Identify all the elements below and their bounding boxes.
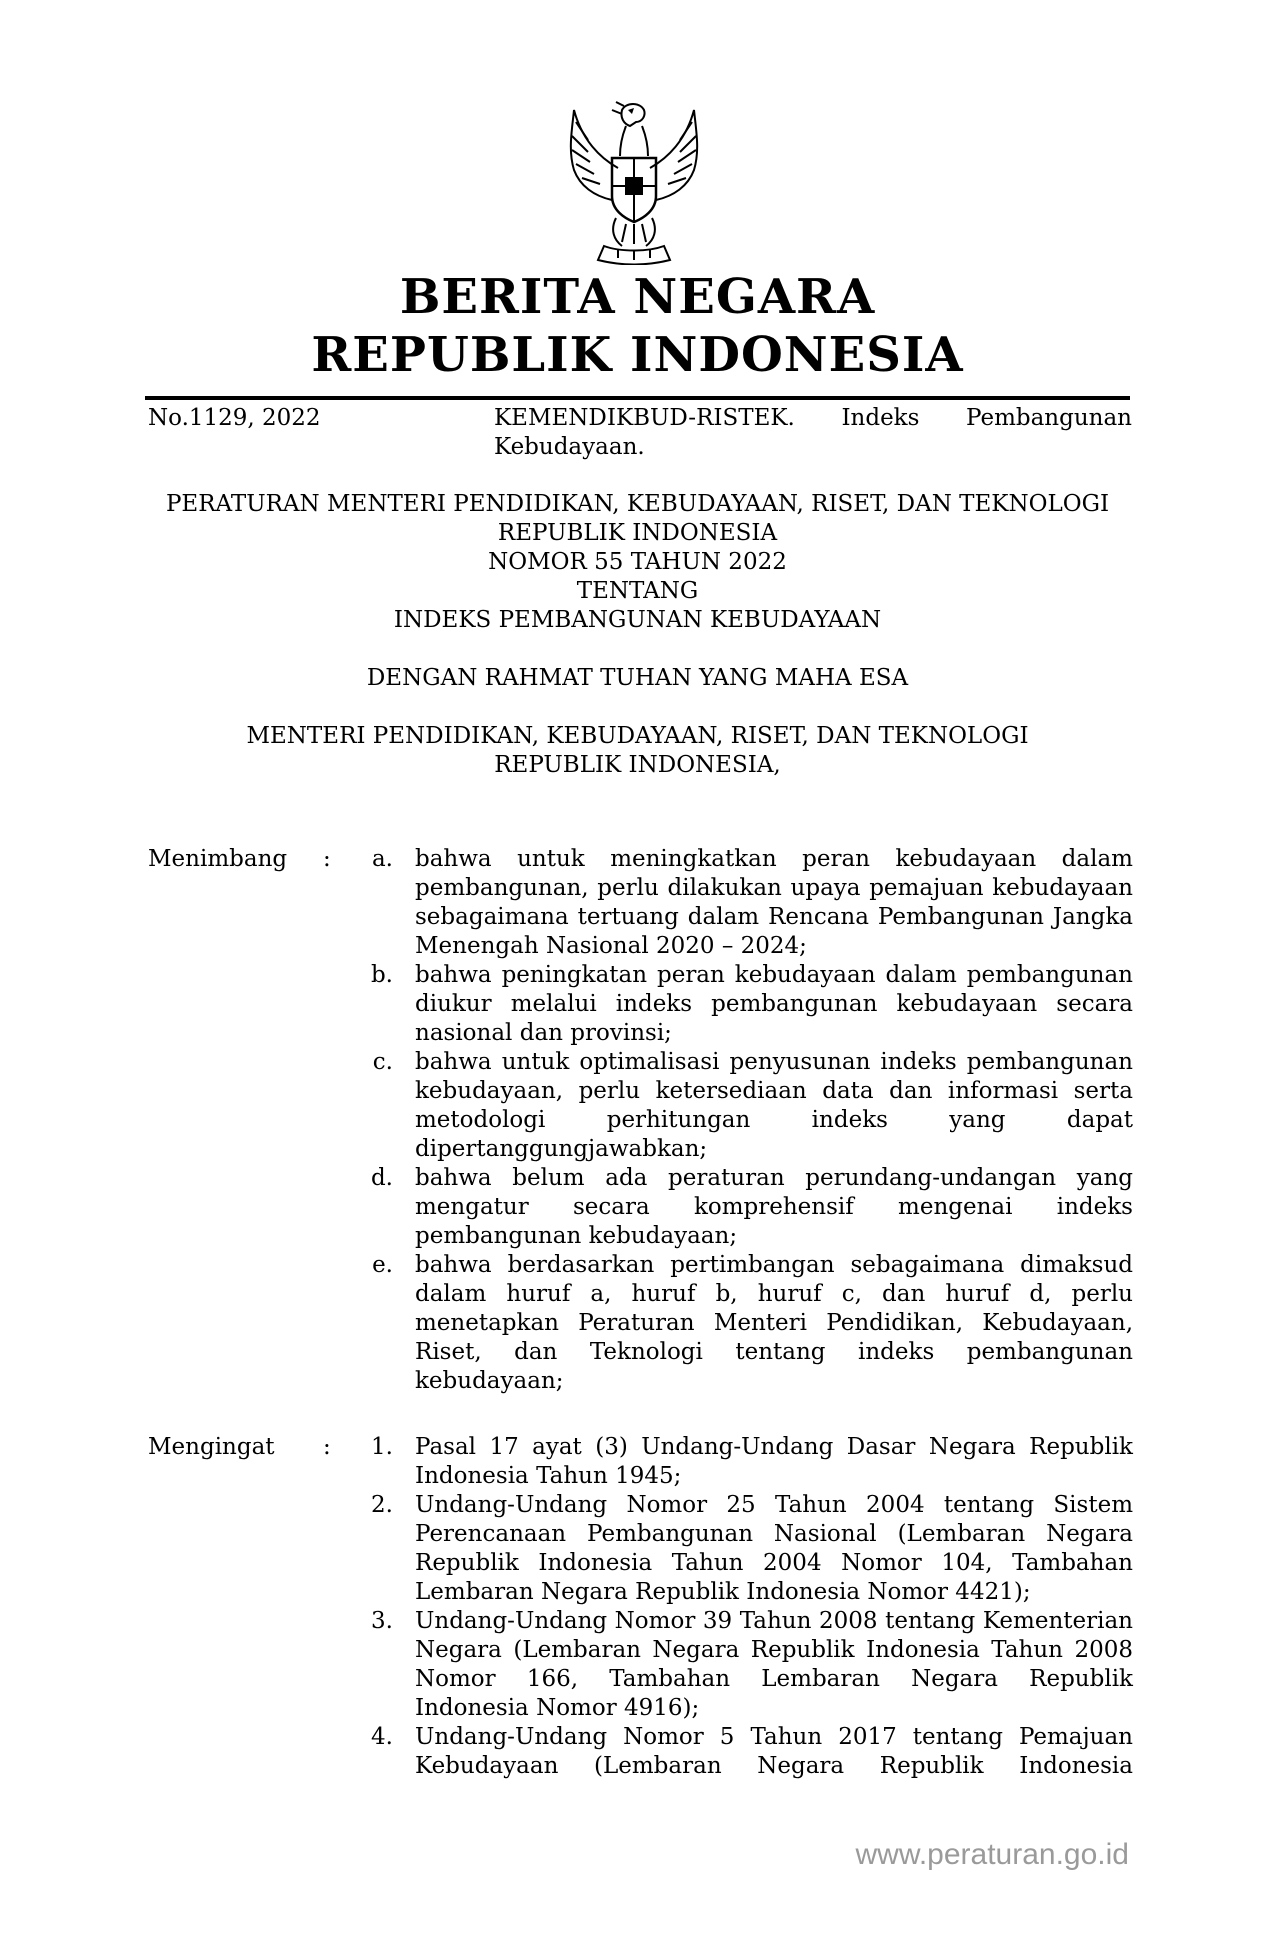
title-line: TENTANG (576, 578, 699, 604)
list-item-text: bahwa peningkatan peran kebudayaan dalam pembangunan diukur melalui indeks pembangunan kebudayaan secara nasional dan provinsi; (415, 962, 1133, 1046)
regulation-title (145, 490, 1130, 780)
list-item (148, 1048, 1133, 1164)
list-item (148, 1251, 1133, 1396)
title-line: INDEKS PEMBANGUNAN KEBUDAYAAN (393, 607, 882, 633)
list-item-text: bahwa belum ada peraturan perundang-undangan yang mengatur secara komprehensif mengenai indeks pembangunan kebudayaan; (415, 1165, 1133, 1249)
authority-line: REPUBLIK INDONESIA, (494, 752, 781, 778)
menimbang-section (148, 845, 1133, 1396)
list-item (148, 1433, 1133, 1491)
masthead (145, 268, 1130, 384)
masthead-title-line1: BERITA NEGARA (399, 269, 876, 325)
list-item-text: bahwa untuk optimalisasi penyusunan indeks pembangunan kebudayaan, perlu ketersediaan data dan informasi serta metodologi perhitungan indeks yang dapat dipertanggungjawabkan; (415, 1049, 1133, 1162)
title-line: NOMOR 55 TAHUN 2022 (488, 549, 787, 575)
list-item-text: Undang-Undang Nomor 39 Tahun 2008 tentang Kementerian Negara (Lembaran Negara Republik Indonesia Tahun 2008 Nomor 166, Tambahan Lembaran Negara Republik Indonesia Nomor 4916); (415, 1608, 1133, 1721)
authority-line: MENTERI PENDIDIKAN, KEBUDAYAAN, RISET, DAN TEKNOLOGI (246, 723, 1029, 749)
list-item-text: bahwa berdasarkan pertimbangan sebagaimana dimaksud dalam huruf a, huruf b, huruf c, dan huruf d, perlu menetapkan Peraturan Menteri Pendidikan, Kebudayaan, Riset, dan Teknologi tentang indeks pembangunan kebudayaan; (415, 1252, 1133, 1394)
masthead-title-line2: REPUBLIK INDONESIA (311, 327, 964, 383)
mengingat-label: Mengingat (148, 1434, 275, 1460)
list-item-marker: c. (372, 1049, 393, 1075)
list-item-marker: 3. (371, 1608, 393, 1634)
list-item-marker: a. (371, 846, 393, 872)
list-item-text: Undang-Undang Nomor 25 Tahun 2004 tentang Sistem Perencanaan Pembangunan Nasional (Lembaran Negara Republik Indonesia Tahun 2004 Nomor 104, Tambahan Lembaran Negara Republik Indonesia Nomor 4421); (415, 1492, 1133, 1605)
footer-website-link[interactable]: www.peraturan.go.id (855, 1838, 1129, 1871)
issue-number: No.1129, 2022 (148, 405, 321, 431)
list-item-text: bahwa untuk meningkatkan peran kebudayaan dalam pembangunan, perlu dilakukan upaya pemajuan kebudayaan sebagaimana tertuang dalam Rencana Pembangunan Jangka Menengah Nasional 2020 – 2024; (415, 846, 1133, 959)
menimbang-colon: : (323, 846, 331, 872)
list-item-marker: 2. (371, 1492, 393, 1518)
menimbang-label: Menimbang (148, 846, 288, 872)
list-item-text: Undang-Undang Nomor 5 Tahun 2017 tentang Pemajuan Kebudayaan (Lembaran Negara Republik Indonesia (415, 1724, 1133, 1779)
list-item (148, 845, 1133, 961)
list-item-marker: 4. (371, 1724, 393, 1750)
list-item (148, 1607, 1133, 1723)
header-divider (145, 396, 1130, 400)
list-item (148, 1491, 1133, 1607)
issue-ministry-subject: KEMENDIKBUD-RISTEK. Indeks Pembangunan Kebudayaan. (494, 405, 1132, 460)
title-line: REPUBLIK INDONESIA (497, 520, 778, 546)
title-line: PERATURAN MENTERI PENDIDIKAN, KEBUDAYAAN, RISET, DAN TEKNOLOGI (165, 491, 1110, 517)
list-item-marker: b. (370, 962, 393, 988)
mengingat-colon: : (323, 1434, 331, 1460)
blessing-line: DENGAN RAHMAT TUHAN YANG MAHA ESA (366, 665, 909, 691)
list-item (148, 1723, 1133, 1781)
mengingat-section (148, 1433, 1133, 1781)
list-item (148, 1164, 1133, 1251)
list-item (148, 961, 1133, 1048)
garuda-emblem-icon (560, 100, 708, 265)
list-item-marker: d. (370, 1165, 393, 1191)
list-item-text: Pasal 17 ayat (3) Undang-Undang Dasar Negara Republik Indonesia Tahun 1945; (415, 1434, 1133, 1489)
list-item-marker: e. (372, 1252, 393, 1278)
list-item-marker: 1. (371, 1434, 393, 1460)
